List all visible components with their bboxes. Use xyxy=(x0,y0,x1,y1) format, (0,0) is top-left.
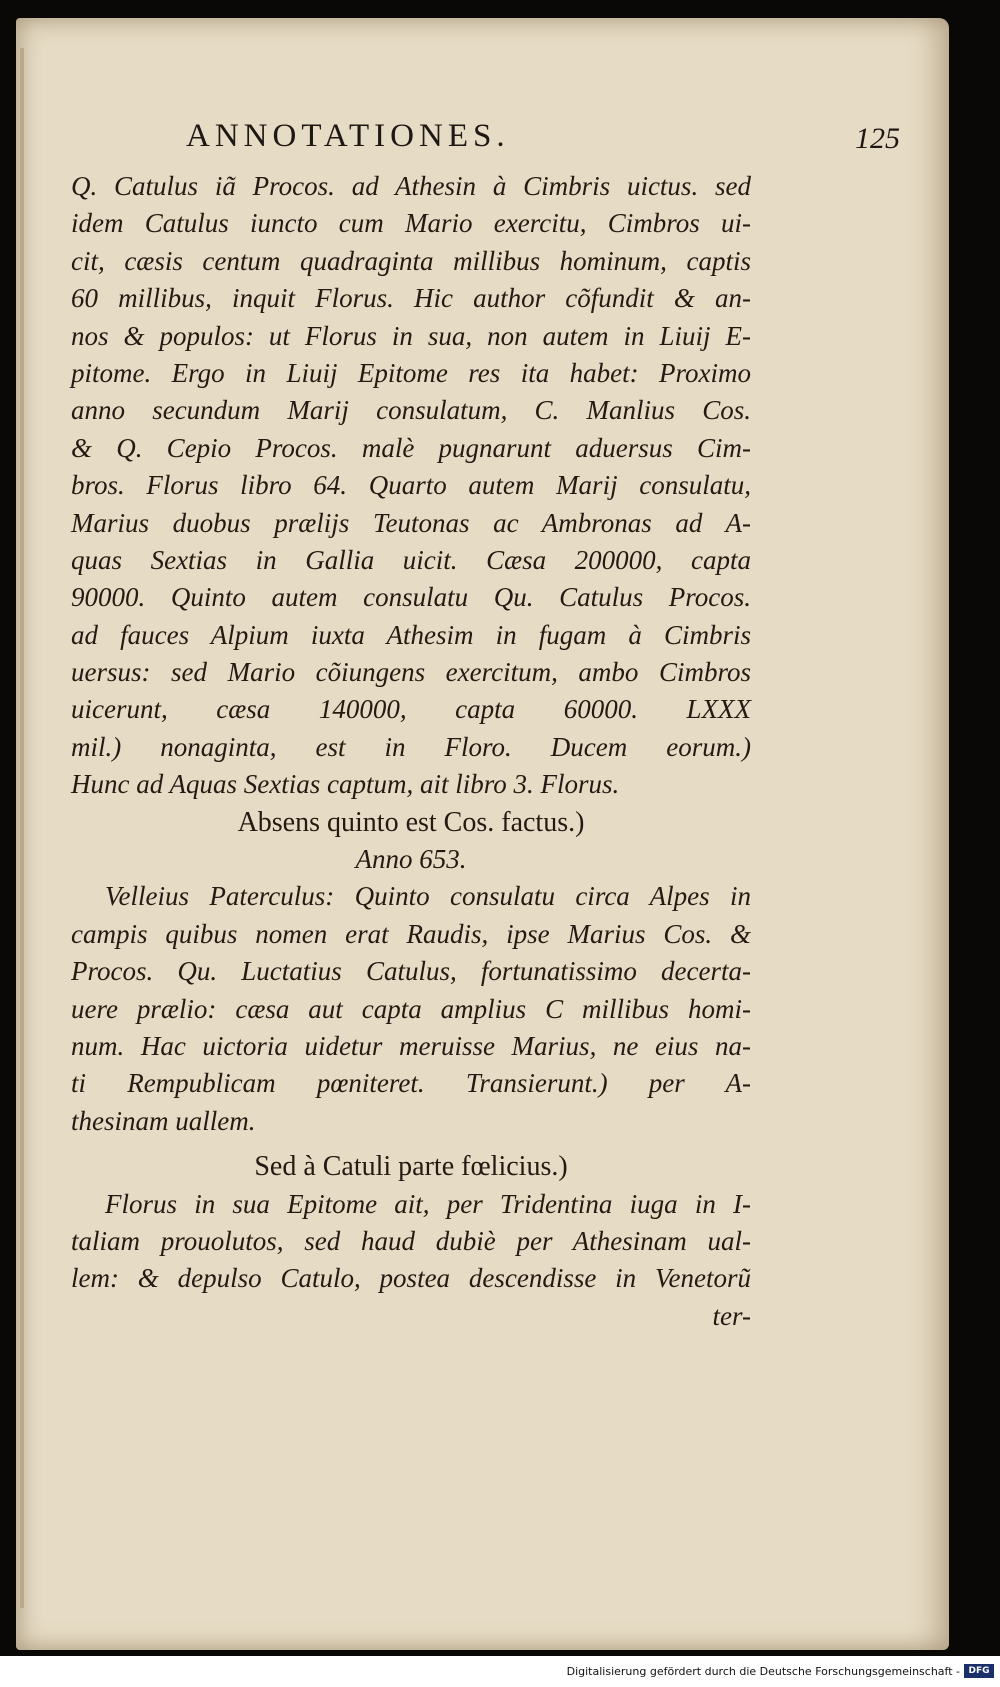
digitization-footer xyxy=(0,1656,1000,1687)
text-line: taliam prouolutos, sed haud dubiè per Athesinam ual- xyxy=(71,1225,751,1256)
text-line: ad fauces Alpium iuxta Athesim in fugam à Cimbris xyxy=(71,619,751,650)
running-head-title: ANNOTATIONES. xyxy=(186,118,510,154)
text-line: & Q. Cepio Procos. malè pugnarunt aduersus Cim- xyxy=(71,432,751,463)
text-line: thesinam uallem. xyxy=(71,1105,256,1136)
text-line: Q. Catulus iã Procos. ad Athesin à Cimbris uictus. sed xyxy=(71,171,751,201)
text-line: bros. Florus libro 64. Quarto autem Marij consulatu, xyxy=(71,470,751,501)
text-line: campis quibus nomen erat Raudis, ipse Marius Cos. & xyxy=(71,918,751,949)
page-number: 125 xyxy=(855,122,900,155)
text-line: mil.) nonaginta, est in Floro. Ducem eorum.) xyxy=(71,731,751,762)
text-line: nos & populos: ut Florus in sua, non autem in Liuij E- xyxy=(71,320,751,351)
text-line: 90000. Quinto autem consulatu Qu. Catulus Procos. xyxy=(71,582,751,613)
text-line: pitome. Ergo in Liuij Epitome res ita habet: Proximo xyxy=(71,357,751,388)
text-line: lem: & depulso Catulo, postea descendisse in Venetorũ xyxy=(71,1263,751,1294)
running-head xyxy=(56,118,916,164)
page-edge xyxy=(20,48,24,1608)
text-line: idem Catulus iuncto cum Mario exercitu, Cimbros ui- xyxy=(71,208,751,239)
text-line: Velleius Paterculus: Quinto consulatu circa Alpes in xyxy=(105,881,751,912)
funding-credit: Digitalisierung gefördert durch die Deutsche Forschungsgemeinschaft - xyxy=(566,1665,960,1678)
text-line: Florus in sua Epitome ait, per Tridentina iuga in I- xyxy=(105,1188,751,1219)
text-line: cit, cæsis centum quadraginta millibus hominum, captis xyxy=(71,245,751,276)
text-line: Procos. Qu. Luctatius Catulus, fortunatissimo decerta- xyxy=(71,956,751,987)
text-line: uicerunt, cæsa 140000, capta 60000. LXXX xyxy=(71,694,751,725)
dfg-logo: DFG xyxy=(964,1664,994,1678)
year-note: Anno 653. xyxy=(355,844,467,875)
book-page xyxy=(16,18,949,1650)
text-line: uere prælio: cæsa aut capta amplius C millibus homi- xyxy=(71,993,751,1024)
catchword: ter- xyxy=(712,1300,751,1331)
text-line: ti Rempublicam pœniteret. Transierunt.) per A- xyxy=(71,1068,751,1099)
text-line: Hunc ad Aquas Sextias captum, ait libro 3. Florus. xyxy=(71,769,620,800)
section-heading: Sed à Catuli parte fœlicius.) xyxy=(254,1151,568,1183)
text-line: 60 millibus, inquit Florus. Hic author cõfundit & an- xyxy=(71,283,751,314)
text-line: uersus: sed Mario cõiungens exercitum, ambo Cimbros xyxy=(71,657,751,688)
text-line: anno secundum Marij consulatum, C. Manlius Cos. xyxy=(71,395,751,426)
text-block xyxy=(71,168,751,1335)
section-heading: Absens quinto est Cos. factus.) xyxy=(237,806,585,838)
text-line: Marius duobus prælijs Teutonas ac Ambronas ad A- xyxy=(71,507,751,538)
text-line: num. Hac uictoria uidetur meruisse Marius, ne eius na- xyxy=(71,1030,751,1061)
text-line: quas Sextias in Gallia uicit. Cæsa 200000, capta xyxy=(71,544,751,575)
